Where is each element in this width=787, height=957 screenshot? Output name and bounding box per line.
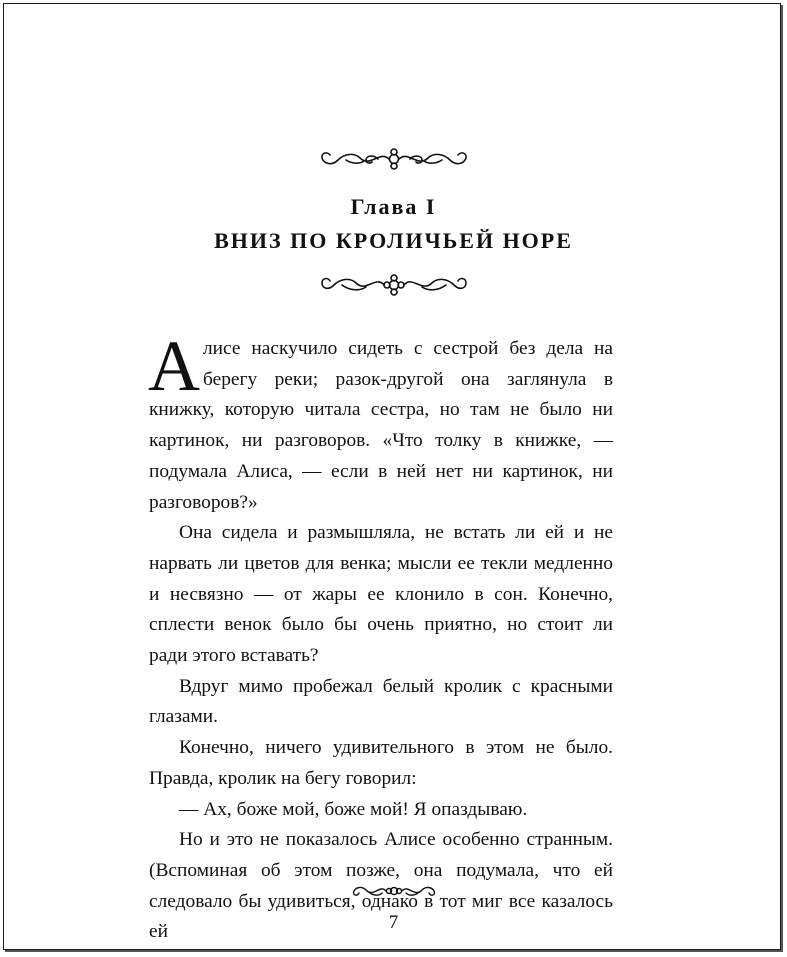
page-number: 7 [388,912,399,933]
middle-scroll-ornament-icon [318,269,470,299]
paragraph-3: Вдруг мимо пробежал белый кролик с красными глазами. [149,675,613,728]
drop-cap: А [148,326,200,406]
chapter-title: ВНИЗ ПО КРОЛИЧЬЕЙ НОРЕ [214,228,573,253]
paragraph-1-text: лисе наскучило сидеть с сестрой без дела на берегу реки; разок-другой она заглянула в книжку, которую читала сестра, но там не было ни картинок, ни разговоров. «Что толку в книжке, — подумала Алиса, — если в ней нет ни картинок, ни разговоров?» [149,338,613,513]
paragraph-4: Конечно, ничего удивительного в этом не было. Правда, кролик на бегу говорил: [149,737,613,789]
bottom-scroll-ornament-icon [349,881,439,901]
paragraph-2: Она сидела и размышляла, не встать ли ей и не нарвать ли цветов для венка; мысли ее текли медленно и несвязно — от жары ее клонило в сон. Конечно, сплести венок было бы очень приятно, но стоит ли ради этого вставать? [149,522,613,667]
paragraph-5: — Ах, боже мой, боже мой! Я опаздываю. [179,798,528,820]
paragraph-6: Но и это не показалось Алисе особенно странным. (Вспоминая об этом позже, она подумала, что ей следовало бы удивиться, однако в тот миг все казалось ей [149,829,613,943]
chapter-text [148,326,613,948]
paragraph-1 [148,326,613,518]
chapter-label: Глава I [350,194,437,219]
top-scroll-ornament-icon [318,146,470,172]
